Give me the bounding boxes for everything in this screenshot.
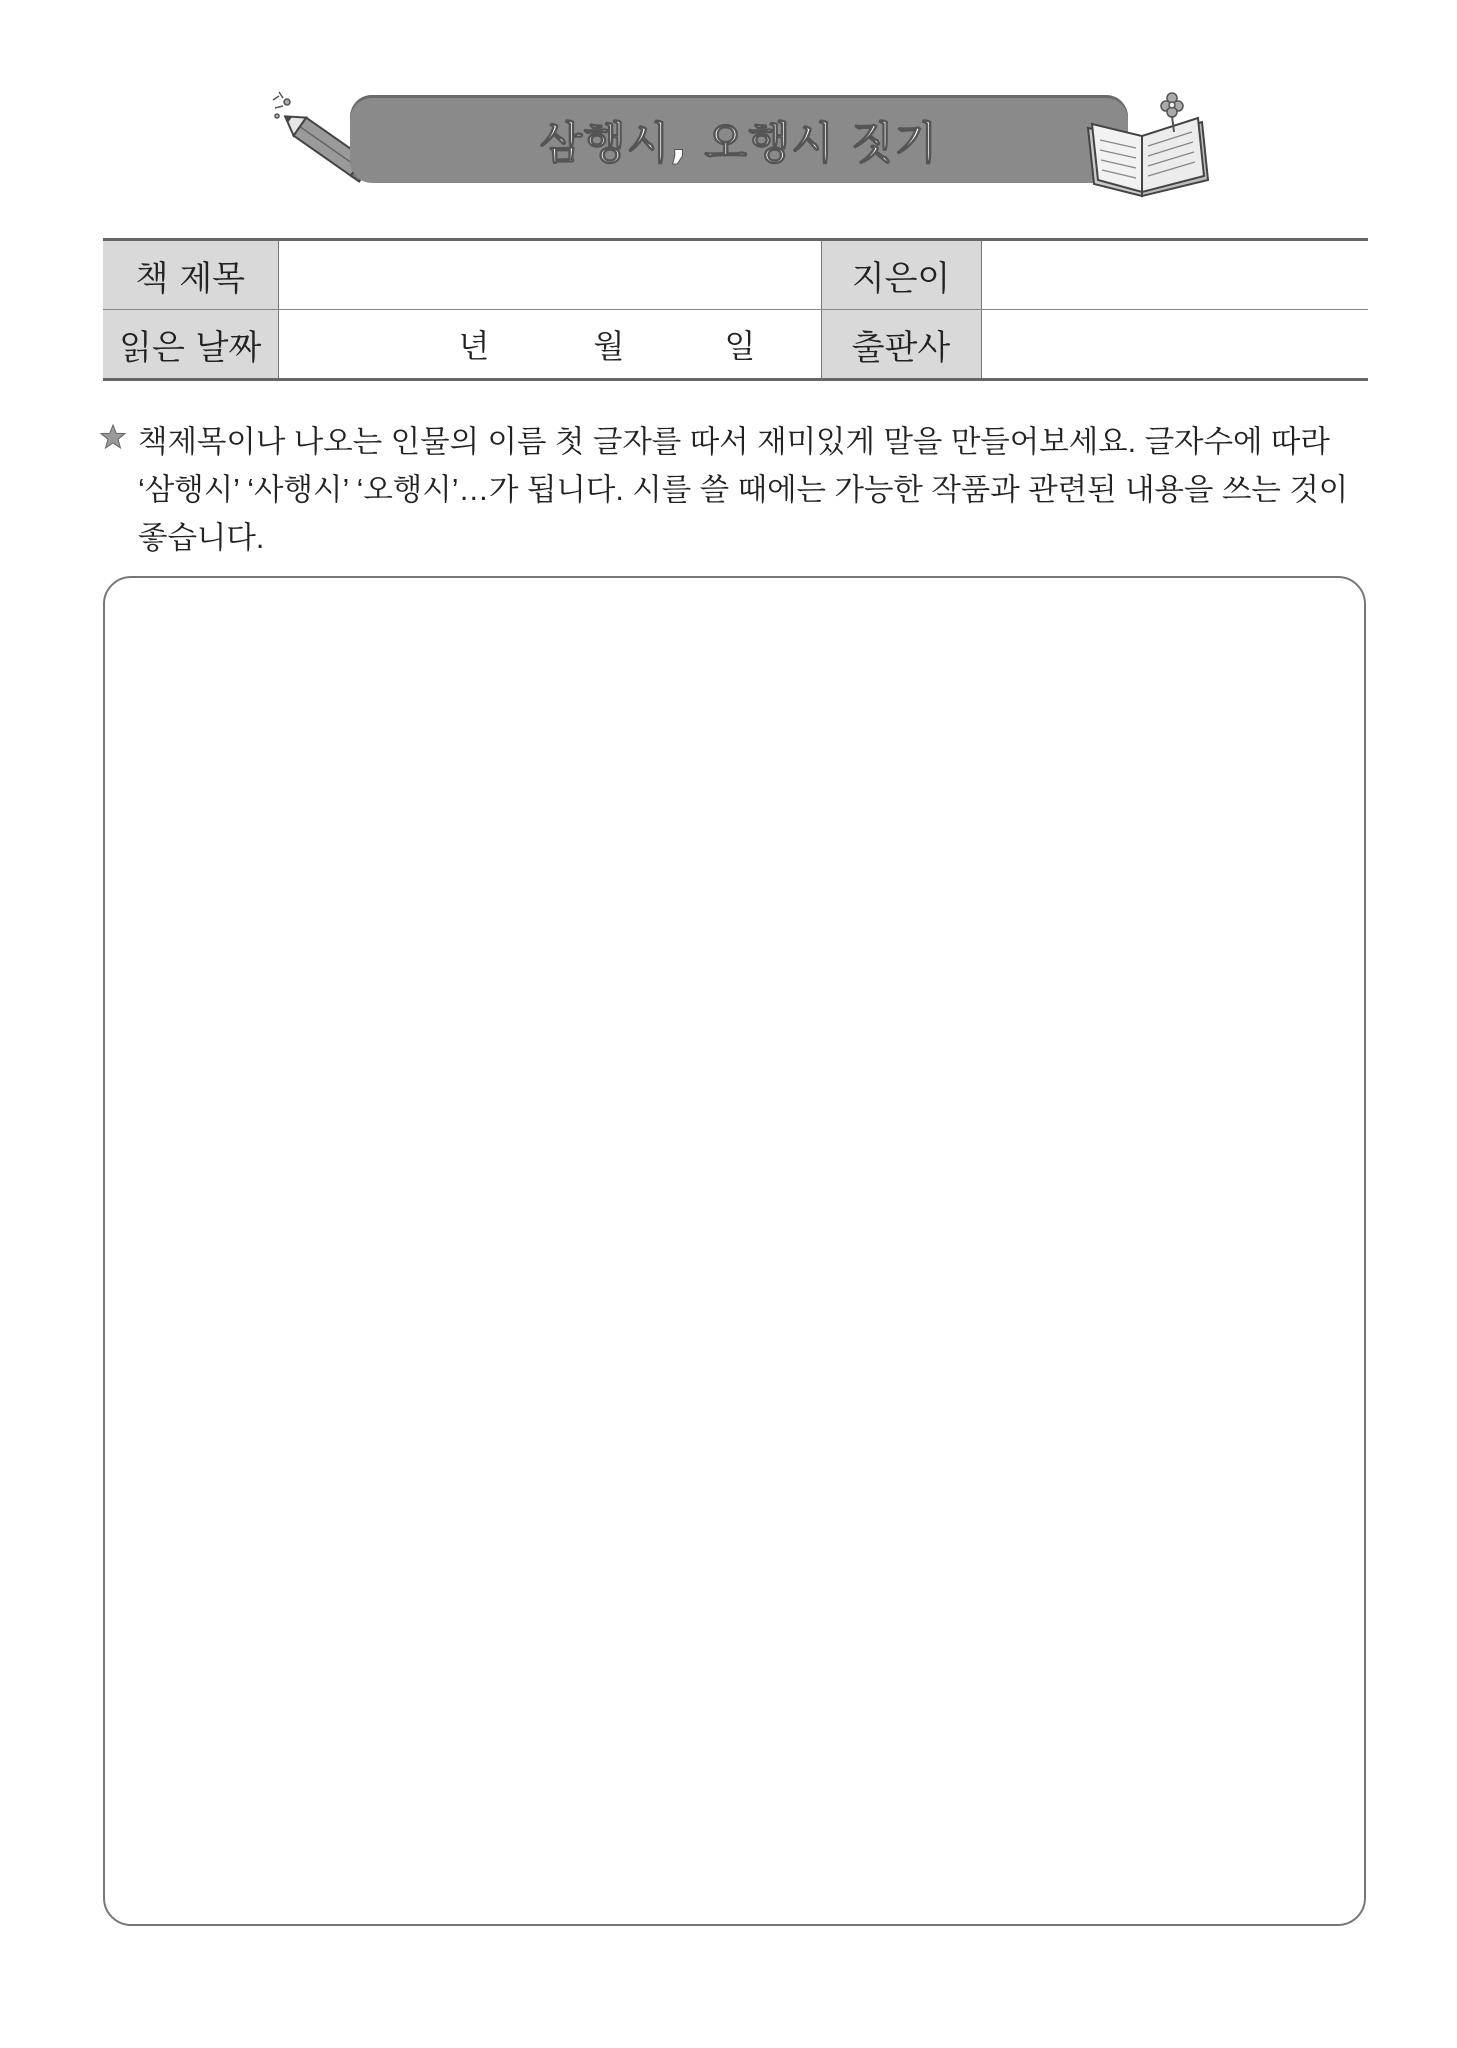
day-unit: 일 xyxy=(724,327,756,365)
date-field[interactable] xyxy=(278,310,821,380)
author-label: 지은이 xyxy=(821,240,981,310)
publisher-field[interactable] xyxy=(981,310,1368,380)
page-title: 삼행시, 오행시 짓기 xyxy=(539,118,939,169)
writing-area[interactable] xyxy=(103,576,1366,1926)
table-row xyxy=(103,240,1368,310)
author-field[interactable] xyxy=(981,240,1368,310)
book-info-table xyxy=(103,238,1368,381)
instruction-text: 책제목이나 나오는 인물의 이름 첫 글자를 따서 재미있게 말을 만들어보세요. 글자수에 따라 ‘삼행시’ ‘사행시’ ‘오행시’…가 됩니다. 시를 쓸 때에는 가능한 작품과 관련된 내용을 쓰는 것이 좋습니다. xyxy=(138,425,1349,555)
month-unit: 월 xyxy=(593,327,625,365)
table-row xyxy=(103,310,1368,380)
star-icon xyxy=(100,424,126,450)
year-unit: 년 xyxy=(458,327,490,365)
title-banner xyxy=(350,95,1128,183)
open-book-icon xyxy=(1080,88,1215,203)
publisher-label: 출판사 xyxy=(821,310,981,380)
book-title-label: 책 제목 xyxy=(103,240,278,310)
date-label: 읽은 날짜 xyxy=(103,310,278,380)
book-title-field[interactable] xyxy=(278,240,821,310)
